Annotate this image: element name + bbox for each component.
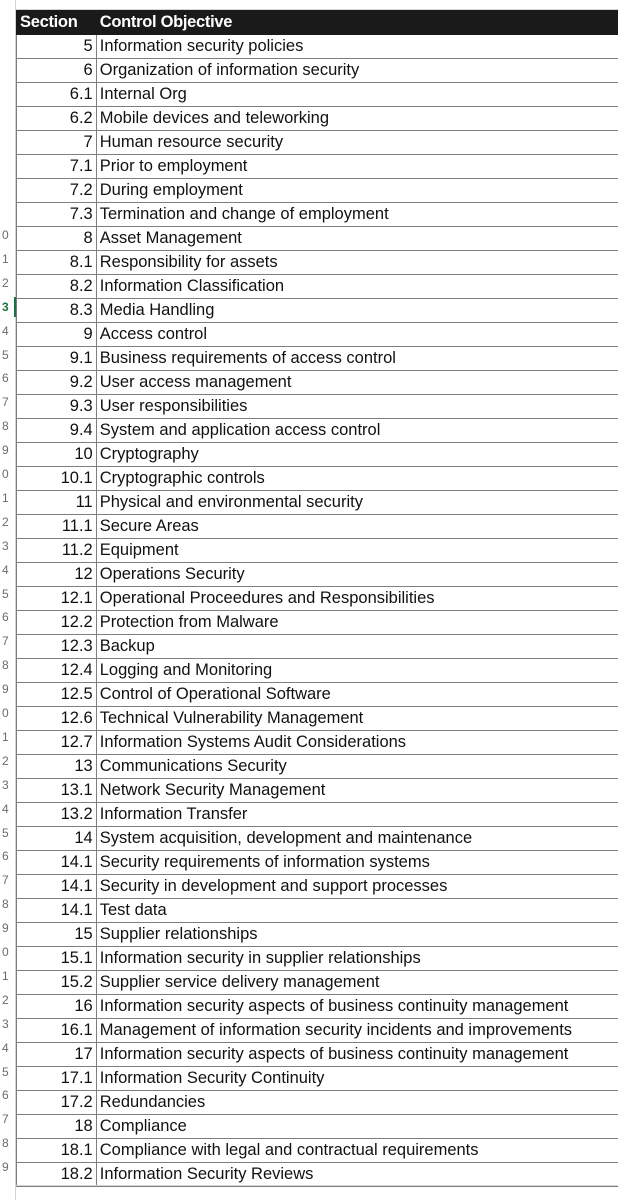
table-row: [17, 1091, 618, 1115]
table-row: [17, 59, 618, 83]
table-row: [17, 779, 618, 803]
table-row: [17, 467, 618, 491]
row-number[interactable]: 6: [2, 850, 9, 863]
header-row: [17, 11, 618, 35]
section-cell[interactable]: 9: [17, 323, 97, 347]
table-row: [17, 1115, 618, 1139]
control-objective-cell[interactable]: Internal Org: [96, 83, 617, 107]
control-objective-cell[interactable]: Supplier relationships: [96, 923, 617, 947]
section-cell[interactable]: 12.4: [17, 659, 97, 683]
section-cell[interactable]: 6: [17, 59, 97, 83]
control-objective-cell[interactable]: Technical Vulnerability Management: [96, 707, 617, 731]
section-cell[interactable]: 18.2: [17, 1163, 97, 1187]
control-objective-cell[interactable]: Access control: [96, 323, 617, 347]
table-row: [17, 323, 618, 347]
control-objective-cell[interactable]: Organization of information security: [96, 59, 617, 83]
control-objective-cell[interactable]: Business requirements of access control: [96, 347, 617, 371]
row-number[interactable]: 1: [2, 252, 9, 265]
table-row: [17, 227, 618, 251]
section-cell[interactable]: 12.5: [17, 683, 97, 707]
table-row: [17, 299, 618, 323]
section-cell[interactable]: 18.1: [17, 1139, 97, 1163]
table-row: [17, 947, 618, 971]
control-objective-cell[interactable]: Information security aspects of business continuity management: [96, 995, 617, 1019]
row-number[interactable]: 5: [2, 1065, 9, 1078]
table-row: [17, 35, 618, 59]
row-number[interactable]: 4: [2, 1041, 9, 1054]
control-objective-cell[interactable]: Supplier service delivery management: [96, 971, 617, 995]
table-row: [17, 875, 618, 899]
row-number[interactable]: 9: [2, 444, 9, 457]
control-objective-cell[interactable]: Cryptographic controls: [96, 467, 617, 491]
control-objective-cell[interactable]: Information security aspects of business continuity management: [96, 1043, 617, 1067]
row-number[interactable]: 7: [2, 396, 9, 409]
row-number[interactable]: 4: [2, 802, 9, 815]
table-row: [17, 107, 618, 131]
section-cell[interactable]: 9.3: [17, 395, 97, 419]
table-row: [17, 1067, 618, 1091]
control-objective-cell[interactable]: Control of Operational Software: [96, 683, 617, 707]
table-row: [17, 803, 618, 827]
row-number[interactable]: 3: [2, 300, 9, 313]
section-cell[interactable]: 7: [17, 131, 97, 155]
section-cell[interactable]: 17.1: [17, 1067, 97, 1091]
section-cell[interactable]: 6.2: [17, 107, 97, 131]
table-row: [17, 1019, 618, 1043]
control-objective-cell[interactable]: Information Transfer: [96, 803, 617, 827]
row-number[interactable]: 3: [2, 539, 9, 552]
table-row: [17, 443, 618, 467]
table-row: [17, 419, 618, 443]
section-cell[interactable]: 13.1: [17, 779, 97, 803]
control-objective-cell[interactable]: User access management: [96, 371, 617, 395]
row-number[interactable]: 9: [2, 683, 9, 696]
section-cell[interactable]: 12.2: [17, 611, 97, 635]
row-number[interactable]: 8: [2, 420, 9, 433]
section-cell[interactable]: 14.1: [17, 899, 97, 923]
row-number[interactable]: 5: [2, 587, 9, 600]
control-objective-cell[interactable]: Compliance: [96, 1115, 617, 1139]
row-number[interactable]: 5: [2, 826, 9, 839]
control-objective-cell[interactable]: System and application access control: [96, 419, 617, 443]
table-row: [17, 371, 618, 395]
section-cell[interactable]: 8.3: [17, 299, 97, 323]
table-row: [17, 395, 618, 419]
control-objective-cell[interactable]: Information security in supplier relationships: [96, 947, 617, 971]
section-cell[interactable]: 13: [17, 755, 97, 779]
section-cell[interactable]: 15.2: [17, 971, 97, 995]
row-number[interactable]: 7: [2, 874, 9, 887]
row-number[interactable]: 9: [2, 922, 9, 935]
control-objective-cell[interactable]: Logging and Monitoring: [96, 659, 617, 683]
control-objective-cell[interactable]: Secure Areas: [96, 515, 617, 539]
control-objective-cell[interactable]: User responsibilities: [96, 395, 617, 419]
section-column-header[interactable]: Section: [17, 11, 97, 35]
table-row: [17, 515, 618, 539]
control-objective-cell[interactable]: Information Security Continuity: [96, 1067, 617, 1091]
table-row: [17, 347, 618, 371]
control-objective-cell[interactable]: Management of information security incidents and improvements: [96, 1019, 617, 1043]
table-row: [17, 731, 618, 755]
table-row: [17, 923, 618, 947]
row-number[interactable]: 4: [2, 563, 9, 576]
row-number[interactable]: 9: [2, 1161, 9, 1174]
row-number[interactable]: 0: [2, 946, 9, 958]
control-objective-column-header[interactable]: Control Objective: [96, 11, 617, 35]
row-number[interactable]: 1: [2, 969, 9, 982]
row-number[interactable]: 6: [2, 611, 9, 624]
control-objective-cell[interactable]: Physical and environmental security: [96, 491, 617, 515]
row-number[interactable]: 3: [2, 778, 9, 791]
section-cell[interactable]: 17: [17, 1043, 97, 1067]
table-row: [17, 659, 618, 683]
table-row: [17, 275, 618, 299]
section-cell[interactable]: 10.1: [17, 467, 97, 491]
row-number[interactable]: 7: [2, 635, 9, 648]
table-row: [17, 203, 618, 227]
table-row: [17, 851, 618, 875]
section-cell[interactable]: 11: [17, 491, 97, 515]
spreadsheet-grid: [16, 10, 618, 1187]
section-cell[interactable]: 12.7: [17, 731, 97, 755]
table-row: [17, 155, 618, 179]
section-cell[interactable]: 16: [17, 995, 97, 1019]
control-objective-cell[interactable]: Information Systems Audit Considerations: [96, 731, 617, 755]
section-cell[interactable]: 15: [17, 923, 97, 947]
row-number[interactable]: 6: [2, 1089, 9, 1102]
table-row: [17, 539, 618, 563]
section-cell[interactable]: 14: [17, 827, 97, 851]
section-cell[interactable]: 7.2: [17, 179, 97, 203]
section-cell[interactable]: 7.1: [17, 155, 97, 179]
control-objective-cell[interactable]: Security requirements of information systems: [96, 851, 617, 875]
row-number[interactable]: 6: [2, 372, 9, 385]
table-row: [17, 611, 618, 635]
table-row: [17, 827, 618, 851]
section-cell[interactable]: 6.1: [17, 83, 97, 107]
row-number[interactable]: 7: [2, 1113, 9, 1126]
table-row: [17, 491, 618, 515]
section-cell[interactable]: 12.6: [17, 707, 97, 731]
row-number[interactable]: 8: [2, 1137, 9, 1150]
table-row: [17, 1163, 618, 1187]
row-number[interactable]: 1: [2, 730, 9, 743]
control-objective-cell[interactable]: Backup: [96, 635, 617, 659]
control-objective-cell[interactable]: Network Security Management: [96, 779, 617, 803]
row-number[interactable]: 8: [2, 898, 9, 911]
section-cell[interactable]: 18: [17, 1115, 97, 1139]
table-row: [17, 971, 618, 995]
control-objective-cell[interactable]: Information security policies: [96, 35, 617, 59]
table-row: [17, 1139, 618, 1163]
table-row: [17, 995, 618, 1019]
row-number[interactable]: 5: [2, 348, 9, 361]
control-objective-cell[interactable]: Asset Management: [96, 227, 617, 251]
control-objective-cell[interactable]: Test data: [96, 899, 617, 923]
control-objective-cell[interactable]: Termination and change of employment: [96, 203, 617, 227]
control-objective-cell[interactable]: Responsibility for assets: [96, 251, 617, 275]
row-number[interactable]: 8: [2, 659, 9, 672]
section-cell[interactable]: 12.1: [17, 587, 97, 611]
row-number[interactable]: 3: [2, 1017, 9, 1030]
section-cell[interactable]: 11.1: [17, 515, 97, 539]
section-cell[interactable]: 14.1: [17, 875, 97, 899]
control-objective-cell[interactable]: Equipment: [96, 539, 617, 563]
table-row: [17, 635, 618, 659]
section-cell[interactable]: 9.4: [17, 419, 97, 443]
section-cell[interactable]: 7.3: [17, 203, 97, 227]
control-objective-cell[interactable]: Protection from Malware: [96, 611, 617, 635]
control-objective-cell[interactable]: Security in development and support processes: [96, 875, 617, 899]
section-cell[interactable]: 16.1: [17, 1019, 97, 1043]
section-cell[interactable]: 8: [17, 227, 97, 251]
section-cell[interactable]: 14.1: [17, 851, 97, 875]
control-objective-cell[interactable]: Prior to employment: [96, 155, 617, 179]
control-objective-cell[interactable]: Media Handling: [96, 299, 617, 323]
row-number[interactable]: 2: [2, 276, 9, 289]
table-row: [17, 131, 618, 155]
section-cell[interactable]: 8.1: [17, 251, 97, 275]
section-cell[interactable]: 8.2: [17, 275, 97, 299]
section-cell[interactable]: 12: [17, 563, 97, 587]
empty-row-divider: [16, 1185, 618, 1186]
row-number[interactable]: 2: [2, 515, 9, 528]
control-objective-cell[interactable]: Communications Security: [96, 755, 617, 779]
row-number[interactable]: 4: [2, 324, 9, 337]
row-number[interactable]: 2: [2, 993, 9, 1006]
formula-bar-remnant: [16, 0, 618, 10]
control-objective-cell[interactable]: Operations Security: [96, 563, 617, 587]
control-objective-cell[interactable]: Information Security Reviews: [96, 1163, 617, 1187]
table-row: [17, 1043, 618, 1067]
section-cell[interactable]: 11.2: [17, 539, 97, 563]
table-row: [17, 899, 618, 923]
control-objective-cell[interactable]: During employment: [96, 179, 617, 203]
section-cell[interactable]: 9.1: [17, 347, 97, 371]
control-objective-cell[interactable]: Compliance with legal and contractual requirements: [96, 1139, 617, 1163]
control-objective-cell[interactable]: Operational Proceedures and Responsibilities: [96, 587, 617, 611]
row-number-gutter[interactable]: [0, 0, 16, 1200]
table-row: [17, 587, 618, 611]
control-objective-cell[interactable]: System acquisition, development and maintenance: [96, 827, 617, 851]
section-cell[interactable]: 17.2: [17, 1091, 97, 1115]
control-objective-cell[interactable]: Mobile devices and teleworking: [96, 107, 617, 131]
section-cell[interactable]: 9.2: [17, 371, 97, 395]
section-cell[interactable]: 13.2: [17, 803, 97, 827]
row-number[interactable]: 0: [2, 468, 9, 480]
control-objective-cell[interactable]: Redundancies: [96, 1091, 617, 1115]
control-objective-cell[interactable]: Information Classification: [96, 275, 617, 299]
section-cell[interactable]: 12.3: [17, 635, 97, 659]
table-row: [17, 179, 618, 203]
table-row: [17, 563, 618, 587]
section-cell[interactable]: 5: [17, 35, 97, 59]
row-number[interactable]: 0: [2, 707, 9, 719]
row-number[interactable]: 1: [2, 491, 9, 504]
table-row: [17, 755, 618, 779]
table-row: [17, 683, 618, 707]
row-number[interactable]: 2: [2, 754, 9, 767]
table-row: [17, 251, 618, 275]
control-objective-cell[interactable]: Cryptography: [96, 443, 617, 467]
table-row: [17, 83, 618, 107]
section-cell[interactable]: 10: [17, 443, 97, 467]
control-objective-cell[interactable]: Human resource security: [96, 131, 617, 155]
row-number[interactable]: 0: [2, 229, 9, 241]
section-cell[interactable]: 15.1: [17, 947, 97, 971]
table-row: [17, 707, 618, 731]
